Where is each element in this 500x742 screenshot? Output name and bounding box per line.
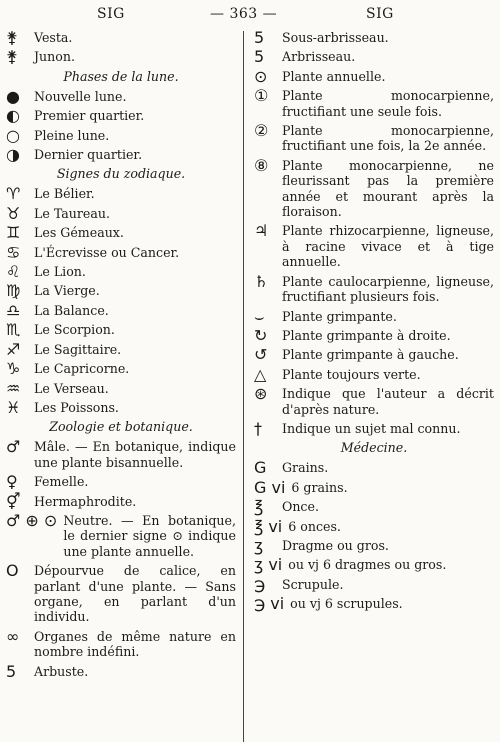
- symbol-glyph: ♀: [6, 472, 18, 492]
- entry-row: [6, 439, 236, 470]
- symbol-glyph: ♓: [6, 397, 21, 417]
- entry-text: Plante grimpante à droite.: [282, 327, 451, 343]
- entry-row: [6, 86, 236, 106]
- entry-row: [254, 516, 494, 536]
- entry-row: [6, 300, 236, 320]
- entry-row: [6, 145, 236, 165]
- entry-text: Plante grimpante à gauche.: [282, 347, 459, 363]
- entry-text: Le Sagittaire.: [34, 341, 122, 357]
- column-divider: [243, 31, 244, 742]
- symbol-glyph: ʒ vi: [254, 555, 283, 575]
- entry-text: Le Lion.: [34, 264, 86, 280]
- symbol-glyph: ①: [254, 86, 269, 106]
- entry-text: Le Verseau.: [34, 380, 109, 396]
- symbol-glyph: ♃: [254, 221, 269, 241]
- symbol-glyph: 5: [254, 28, 265, 47]
- entry-text: Hermaphrodite.: [34, 493, 137, 509]
- running-head-right: SIG: [366, 6, 394, 22]
- entry-text: L'Écrevisse ou Cancer.: [34, 244, 180, 260]
- section-heading: Zoologie et botanique.: [49, 419, 193, 435]
- entry-text: Sous-arbrisseau.: [282, 30, 389, 45]
- entry-row: [6, 510, 236, 559]
- entry-row: [6, 125, 236, 145]
- symbol-glyph: ♉: [6, 203, 21, 223]
- entry-row: [254, 88, 494, 119]
- entry-text: Plante monocarpienne, fructifiant une fois, la 2e année.: [282, 123, 494, 154]
- entry-row: [6, 47, 236, 67]
- symbol-glyph: 5: [6, 661, 17, 681]
- entry-text: Junon.: [34, 49, 75, 65]
- entry-text: Dépourvue de calice, en parlant d'une plante. — Sans organe, en parlant d'un individu.: [34, 563, 236, 625]
- section-heading: Phases de la lune.: [63, 68, 179, 84]
- entry-text: Arbrisseau.: [282, 49, 356, 65]
- entry-row: [6, 30, 236, 45]
- entry-text: Dernier quartier.: [34, 147, 143, 163]
- symbol-glyph: ♒: [6, 378, 21, 398]
- page-number: — 363 —: [210, 6, 278, 22]
- entry-row: [6, 106, 236, 126]
- entry-row: [254, 271, 494, 305]
- symbol-glyph: ⚥: [6, 491, 21, 511]
- symbol-glyph: ◑: [6, 145, 20, 165]
- symbol-glyph: G vi: [254, 477, 286, 497]
- symbol-glyph: ♂: [6, 437, 21, 457]
- entry-row: [254, 386, 494, 417]
- symbol-glyph: G: [254, 458, 267, 478]
- entry-row: [6, 563, 236, 625]
- entry-row: [254, 66, 494, 86]
- entry-text: Pleine lune.: [34, 127, 110, 143]
- entry-row: [254, 223, 494, 269]
- entry-row: [254, 306, 494, 326]
- symbol-glyph: ℥: [254, 497, 264, 517]
- symbol-glyph: ⚵: [6, 28, 18, 47]
- left-column: [6, 30, 236, 683]
- symbol-glyph: ♄: [254, 271, 269, 291]
- entry-text: Premier quartier.: [34, 108, 145, 124]
- symbol-glyph: ♎: [6, 300, 21, 320]
- entry-row: [6, 184, 236, 204]
- entry-text: Indique un sujet mal connu.: [282, 420, 461, 436]
- symbol-glyph: ⌣: [254, 306, 265, 326]
- entry-row: [6, 262, 236, 282]
- symbol-glyph: ②: [254, 121, 269, 141]
- entry-text: Mâle. — En botanique, indique une plante bisannuelle.: [34, 439, 236, 470]
- section-heading: Médecine.: [340, 440, 408, 456]
- entry-row: [254, 325, 494, 345]
- entry-row: [254, 155, 494, 220]
- entry-row: [254, 30, 494, 45]
- symbol-glyph: ♌: [6, 262, 21, 282]
- symbol-glyph: ↺: [254, 345, 268, 365]
- symbol-glyph: ℈ vi: [254, 594, 285, 614]
- symbol-glyph: ♋: [6, 242, 21, 262]
- symbol-glyph: ♂ ⊕ ⊙: [6, 510, 58, 530]
- entry-text: Le Bélier.: [34, 186, 95, 202]
- symbol-glyph: 5: [254, 47, 265, 67]
- entry-row: [254, 497, 494, 517]
- entry-row: [6, 626, 236, 660]
- entry-text: Nouvelle lune.: [34, 88, 127, 104]
- entry-row: [254, 47, 494, 67]
- symbol-glyph: ◐: [6, 106, 20, 126]
- entry-text: 6 grains.: [291, 479, 348, 495]
- entry-row: [254, 458, 494, 478]
- symbol-glyph: ♏: [6, 320, 21, 340]
- entry-text: Plante annuelle.: [282, 68, 386, 84]
- symbol-glyph: △: [254, 364, 267, 384]
- entry-text: Plante toujours verte.: [282, 366, 421, 382]
- entry-row: [6, 223, 236, 243]
- entry-row: [254, 574, 494, 594]
- symbol-glyph: ⊙: [254, 66, 268, 86]
- symbol-glyph: ℥ vi: [254, 516, 283, 536]
- entry-text: ou vj 6 scrupules.: [290, 596, 403, 612]
- section-heading: Signes du zodiaque.: [56, 166, 186, 182]
- entry-row: [254, 477, 494, 497]
- entry-text: Grains.: [282, 460, 329, 476]
- entry-text: Le Taureau.: [34, 205, 110, 221]
- entry-text: Scrupule.: [282, 576, 344, 592]
- entry-text: La Balance.: [34, 302, 109, 318]
- entry-text: Vesta.: [34, 30, 73, 45]
- entry-text: Les Gémeaux.: [34, 225, 124, 241]
- entry-text: Le Scorpion.: [34, 322, 115, 338]
- entry-text: Plante rhizocarpienne, ligneuse, à racine vivace et à tige annuelle.: [282, 223, 494, 270]
- entry-row: [6, 281, 236, 301]
- entry-row: [6, 491, 236, 511]
- symbol-glyph: ♈: [6, 184, 21, 204]
- entry-text: Neutre. — En botanique, le dernier signe ⊙ indique une plante annuelle.: [63, 512, 236, 559]
- entry-text: Arbuste.: [34, 663, 89, 679]
- entry-row: [6, 339, 236, 359]
- entry-text: Les Poissons.: [34, 399, 119, 415]
- entry-text: Organes de même nature en nombre indéfini.: [34, 628, 236, 660]
- entry-text: Dragme ou gros.: [282, 537, 389, 553]
- entry-row: [6, 359, 236, 379]
- symbol-glyph: ♑: [6, 359, 21, 379]
- entry-row: [254, 418, 494, 438]
- entry-text: Indique que l'auteur a décrit d'après nature.: [282, 386, 494, 417]
- entry-text: Plante monocarpienne, ne fleurissant pas la première année et mourant après la floraison.: [282, 157, 494, 220]
- entry-text: Femelle.: [34, 474, 89, 490]
- entry-text: Once.: [282, 499, 319, 515]
- symbol-glyph: ⑧: [254, 155, 269, 175]
- symbol-glyph: ●: [6, 86, 20, 106]
- entry-row: [6, 203, 236, 223]
- entry-row: [254, 555, 494, 575]
- entry-text: Le Capricorne.: [34, 361, 130, 377]
- entry-row: [6, 661, 236, 681]
- entry-text: Plante caulocarpienne, ligneuse, fructifiant plusieurs fois.: [282, 273, 494, 305]
- symbol-glyph: ʒ: [254, 535, 264, 555]
- entry-row: [254, 364, 494, 384]
- entry-text: Plante monocarpienne, fructifiant une seule fois.: [282, 88, 494, 119]
- entry-text: 6 onces.: [288, 518, 341, 534]
- symbol-glyph: ♍: [6, 281, 21, 301]
- entry-row: [6, 242, 236, 262]
- entry-row: [254, 123, 494, 154]
- symbol-glyph: ♐: [6, 339, 21, 359]
- entry-row: [254, 535, 494, 555]
- symbol-glyph: ⊛: [254, 384, 268, 404]
- entry-row: [254, 345, 494, 365]
- entry-text: La Vierge.: [34, 283, 100, 299]
- symbol-glyph: ↻: [254, 325, 268, 345]
- entry-text: Plante grimpante.: [282, 308, 397, 324]
- symbol-glyph: ♊: [6, 223, 21, 243]
- symbol-glyph: O: [6, 561, 19, 581]
- entry-row: [6, 397, 236, 417]
- entry-row: [254, 594, 494, 614]
- symbol-glyph: ℈: [254, 574, 266, 594]
- symbol-glyph: †: [254, 418, 262, 438]
- entry-row: [6, 320, 236, 340]
- symbol-glyph: ∞: [6, 626, 20, 646]
- running-head-left: SIG: [97, 6, 125, 22]
- right-column: [254, 30, 494, 616]
- symbol-glyph: ⚵: [6, 47, 18, 67]
- entry-row: [6, 378, 236, 398]
- entry-text: ou vj 6 dragmes ou gros.: [288, 557, 447, 573]
- entry-row: [6, 472, 236, 492]
- symbol-glyph: ○: [6, 125, 20, 145]
